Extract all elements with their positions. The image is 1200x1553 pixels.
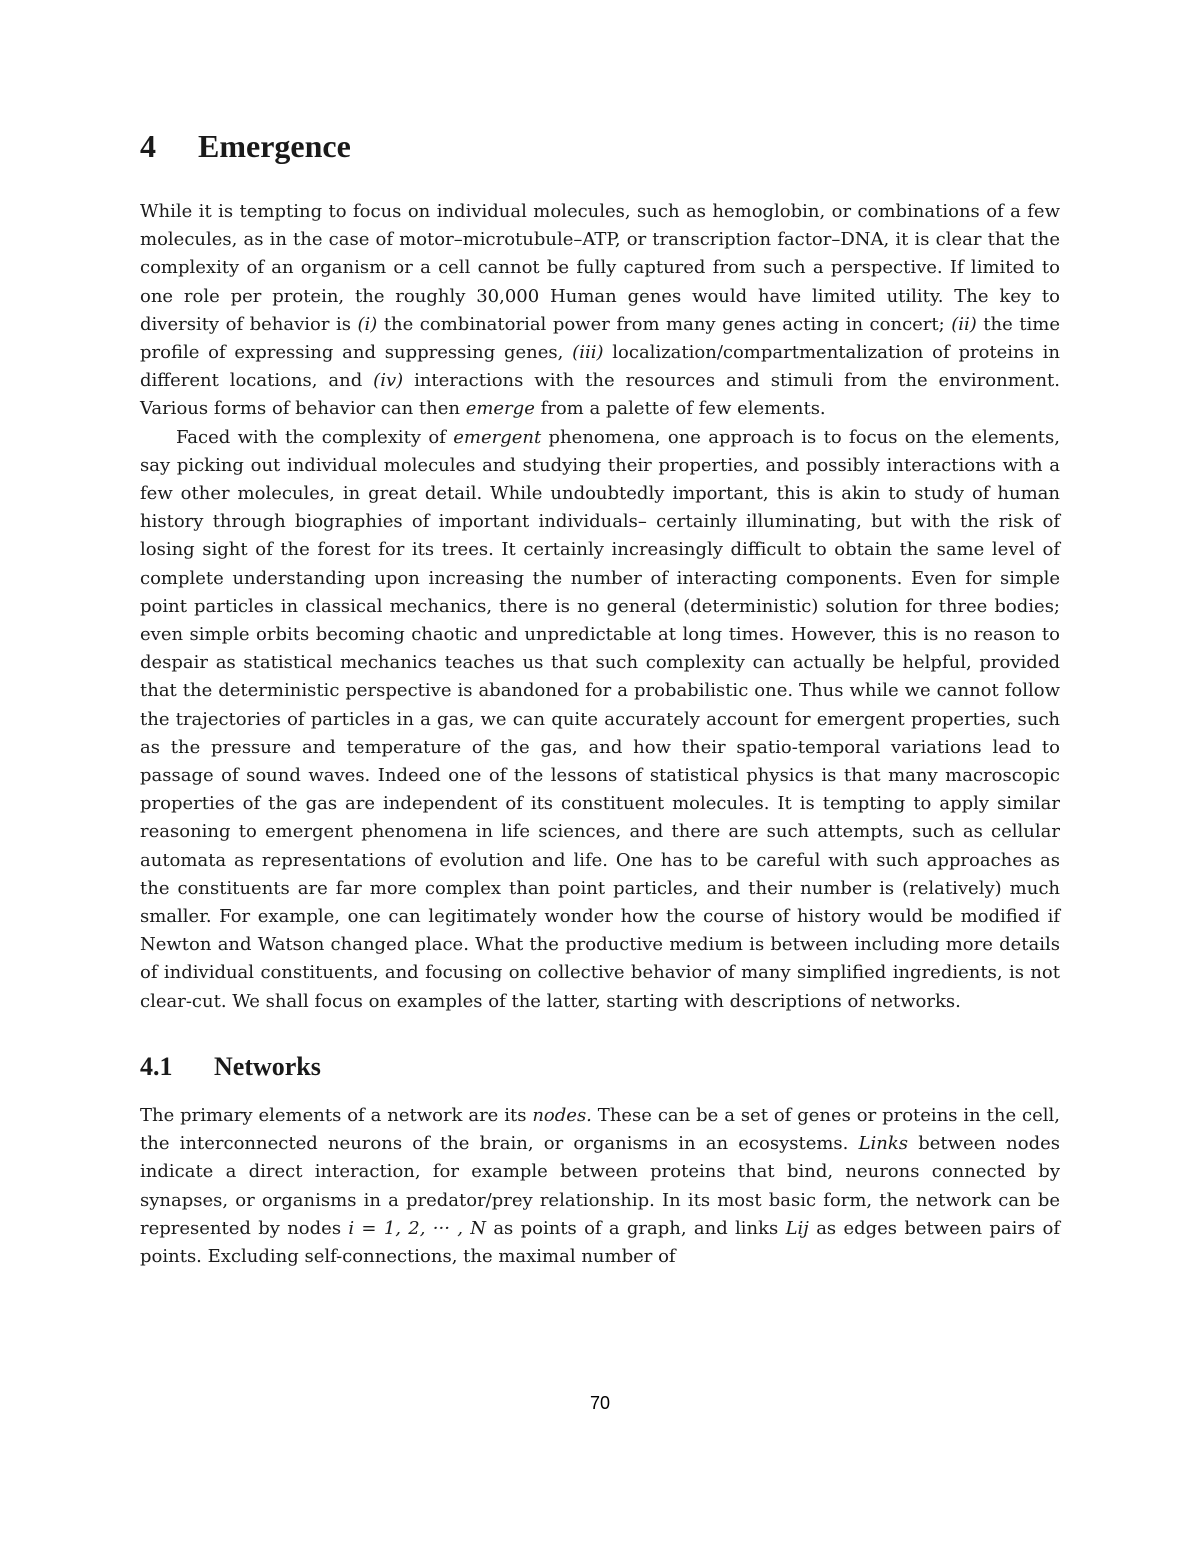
section-heading — [140, 130, 1060, 162]
text-run: While it is tempting to focus on individual molecules, such as hemoglobin, or combinations of a few molecules, as in the case of motor–microtubule–ATP, or transcription factor–DNA, it is clear that the complexity of an organism or a cell cannot be fully captured from such a perspective. If limited to one role per protein, the roughly 30,000 Human genes would have limited utility. The key to diversity of behavior is — [140, 201, 1060, 335]
section-title: Emergence — [198, 128, 351, 164]
subsection-number: 4.1 — [140, 1051, 173, 1081]
text-run: from a palette of few elements. — [534, 398, 826, 420]
emphasis-nodes: nodes. — [532, 1104, 592, 1126]
math-link: Lij — [785, 1217, 809, 1239]
section-number: 4 — [140, 128, 156, 164]
text-run: phenomena, one approach is to focus on the elements, say picking out individual molecules and studying their properties, and possibly interactions with a few other molecules, in great detail. While undoubtedly important, this is akin to study of human history through biographies of important individuals– certainly illuminating, but with the risk of losing sight of the forest for its trees. It certainly increasingly difficult to obtain the same level of complete understanding upon increasing the number of interacting components. Even for simple point particles in classical mechanics, there is no general (deterministic) solution for three bodies; even simple orbits becoming chaotic and unpredictable at long times. However, this is no reason to despair as statistical mechanics teaches us that such complexity can actually be helpful, provided that the deterministic perspective is abandoned for a probabilistic one. Thus while we cannot follow the trajectories of particles in a gas, we can quite accurately account for emergent properties, such as the pressure and temperature of the gas, and how their spatio-temporal variations lead to passage of sound waves. Indeed one of the lessons of statistical physics is that many macroscopic properties of the gas are independent of its constituent molecules. It is tempting to apply similar reasoning to emergent phenomena in life sciences, and there are such attempts, such as cellular automata as representations of evolution and life. One has to be careful with such approaches as the constituents are far more complex than point particles, and their number is (relatively) much smaller. For example, one can legitimately wonder how the course of history would be modified if Newton and Watson changed place. What the productive medium is between including more details of individual constituents, and focusing on collective behavior of many simplified ingredients, is not clear-cut. We shall focus on examples of the latter, starting with descriptions of networks. — [140, 426, 1060, 1012]
subsection-heading — [140, 1051, 1060, 1081]
text-run: the time profile of expressing and suppressing genes, — [140, 313, 1060, 364]
paragraph-2 — [140, 424, 1060, 1016]
emphasis-links: Links — [858, 1133, 909, 1155]
emphasis-emergent: emergent — [453, 426, 542, 448]
marker-iii: (iii) — [572, 342, 604, 364]
emphasis-emerge: emerge — [465, 398, 535, 420]
paragraph-3 — [140, 1102, 1060, 1271]
paper-page — [140, 130, 1060, 1271]
page-number: 70 — [589, 1393, 611, 1413]
paragraph-1 — [140, 198, 1060, 424]
text-run: as edges between pairs of points. Excluding self-connections, the maximal number of — [140, 1217, 1061, 1267]
text-run: the combinatorial power from many genes acting in concert; — [377, 313, 952, 335]
text-run: Faced with the complexity of — [176, 426, 454, 448]
marker-iv: (iv) — [373, 370, 404, 392]
text-run: between nodes indicate a direct interaction, for example between proteins that bind, neurons connected by synapses, or organisms in a predator/prey relationship. In its most basic form, the network can be represented by nodes — [140, 1133, 1060, 1239]
text-run: as points of a graph, and links — [486, 1217, 786, 1239]
text-run: These can be a set of genes or proteins in the cell, the interconnected neurons of the brain, or organisms in an ecosystems. — [140, 1104, 1060, 1155]
subsection-title: Networks — [214, 1051, 321, 1081]
marker-ii: (ii) — [951, 313, 977, 335]
marker-i: (i) — [357, 313, 378, 335]
text-run: The primary elements of a network are its — [140, 1104, 533, 1126]
text-run: interactions with the resources and stimuli from the environment. Various forms of behavior can then — [140, 370, 1060, 420]
text-run: localization/compartmentalization of proteins in different locations, and — [140, 342, 1061, 392]
math-node-index: i = 1, 2, ··· , N — [348, 1217, 487, 1239]
